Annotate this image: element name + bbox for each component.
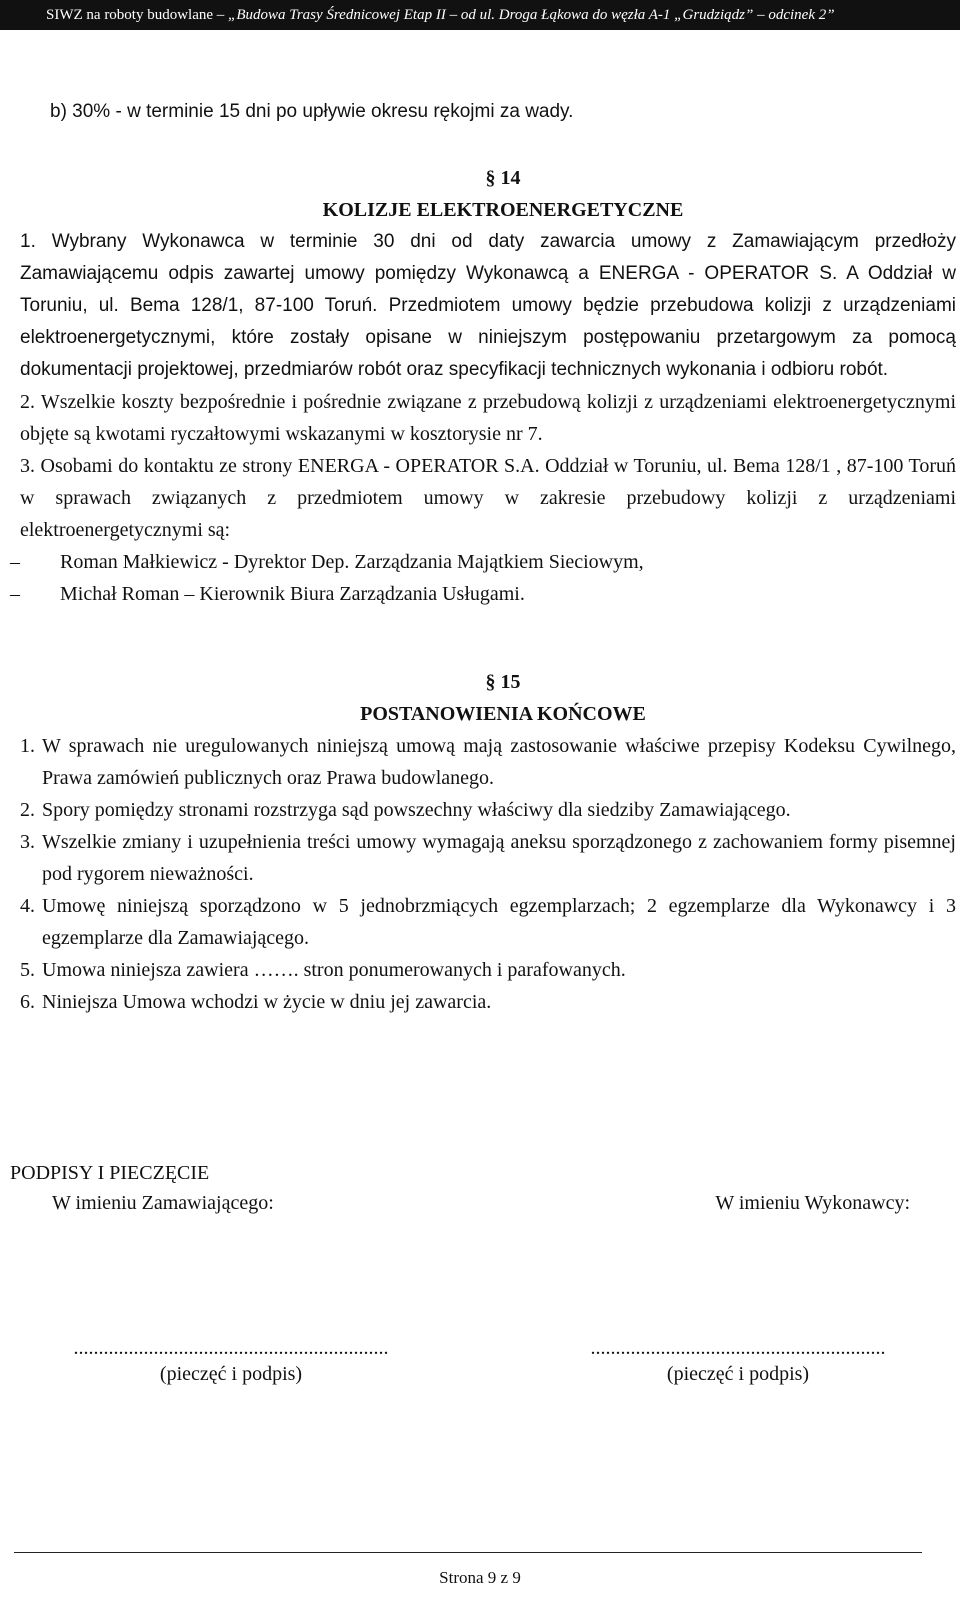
item-text: Niniejsza Umowa wchodzi w życie w dniu jej zawarcia. xyxy=(42,991,492,1013)
list-item xyxy=(20,890,956,954)
dash-bullet: – xyxy=(10,583,20,605)
contact-item xyxy=(10,546,956,578)
list-item xyxy=(20,826,956,890)
footer-divider xyxy=(14,1552,922,1553)
signatures-heading: PODPISY I PIECZĘCIE xyxy=(10,1162,210,1184)
section-14-number: § 14 xyxy=(485,167,521,189)
paragraph-number: 3. xyxy=(20,455,35,477)
signatures-section xyxy=(10,1158,950,1218)
orderer-label: W imieniu Zamawiającego: xyxy=(52,1192,274,1214)
contact-text: Roman Małkiewicz - Dyrektor Dep. Zarządzania Majątkiem Sieciowym, xyxy=(60,551,644,573)
signature-caption: (pieczęć i podpis) xyxy=(666,1363,810,1385)
signature-dotted-line: ........................................................... xyxy=(590,1337,886,1359)
list-item xyxy=(20,794,956,826)
signatures-labels xyxy=(10,1188,950,1218)
signature-dotted-line: ............................................................... xyxy=(73,1337,389,1359)
section-14-paragraph-2 xyxy=(20,386,956,450)
orderer-signature-block xyxy=(66,1335,396,1387)
contact-item xyxy=(10,578,956,610)
page-header xyxy=(0,0,960,30)
signature-caption: (pieczęć i podpis) xyxy=(159,1363,303,1385)
section-15-list xyxy=(20,730,956,1018)
intro-line: b) 30% - w terminie 15 dni po upływie okresu rękojmi za wady. xyxy=(50,101,574,122)
item-text: W sprawach nie uregulowanych niniejszą umową mają zastosowanie właściwe przepisy Kodeksu Cywilnego, Prawa zamówień publicznych oraz Prawa budowlanego. xyxy=(42,735,956,789)
item-text: Wszelkie zmiany i uzupełnienia treści umowy wymagają aneksu sporządzonego z zachowaniem formy pisemnej pod rygorem nieważności. xyxy=(42,831,956,885)
item-number: 1. xyxy=(20,735,35,757)
paragraph-text: Wszelkie koszty bezpośrednie i pośrednie związane z przebudową kolizji z urządzeniami elektroenergetycznymi objęte są kwotami ryczałtowymi wskazanymi w kosztorysie nr 7. xyxy=(20,391,957,445)
list-item xyxy=(20,986,956,1018)
section-14-title: KOLIZJE ELEKTROENERGETYCZNE xyxy=(322,199,684,221)
header-project-title: „Budowa Trasy Średnicowej Etap II – od ul. Droga Łąkowa do węzła A-1 „Grudziądz” – odcinek 2” xyxy=(228,7,835,23)
contact-text: Michał Roman – Kierownik Biura Zarządzania Usługami. xyxy=(60,583,525,605)
list-item xyxy=(20,954,956,986)
item-text: Umowę niniejszą sporządzono w 5 jednobrzmiących egzemplarzach; 2 egzemplarze dla Wykonawcy i 3 egzemplarze dla Zamawiającego. xyxy=(42,895,956,949)
section-15-number: § 15 xyxy=(485,671,521,693)
section-14-paragraph-3 xyxy=(20,450,956,546)
item-number: 6. xyxy=(20,991,35,1013)
paragraph-text: Wybrany Wykonawca w terminie 30 dni od daty zawarcia umowy z Zamawiającym przedłoży Zamawiającemu odpis zawartej umowy pomiędzy Wykonawcą a ENERGA - OPERATOR S. A Oddział w Toruniu, ul. Bema 128/1, 87-100 Toruń. Przedmiotem umowy będzie przebudowa kolizji z urządzeniami elektroenergetycznymi, które zostały opisane w niniejszym postępowaniu przetargowym za pomocą dokumentacji projektowej, przedmiarów robót oraz specyfikacji technicznych wykonania i odbioru robót. xyxy=(20,231,957,380)
section-14-paragraph-1 xyxy=(20,226,956,386)
item-number: 2. xyxy=(20,799,35,821)
section-spacer xyxy=(50,610,956,666)
item-number: 4. xyxy=(20,895,35,917)
contractor-signature-block xyxy=(585,1335,891,1387)
list-item xyxy=(20,730,956,794)
page-number: Strona 9 z 9 xyxy=(439,1568,521,1587)
contractor-label: W imieniu Wykonawcy: xyxy=(715,1192,910,1214)
item-text: Spory pomiędzy stronami rozstrzyga sąd powszechny właściwy dla siedziby Zamawiającego. xyxy=(42,799,791,821)
paragraph-number: 2. xyxy=(20,391,35,413)
section-15-title: POSTANOWIENIA KOŃCOWE xyxy=(360,703,646,725)
header-prefix: SIWZ na roboty budowlane – xyxy=(46,7,229,23)
dash-bullet: – xyxy=(10,551,20,573)
item-text: Umowa niniejsza zawiera ……. stron ponumerowanych i parafowanych. xyxy=(42,959,626,981)
item-number: 3. xyxy=(20,831,35,853)
item-number: 5. xyxy=(20,959,35,981)
paragraph-number: 1. xyxy=(20,231,36,252)
paragraph-text: Osobami do kontaktu ze strony ENERGA - OPERATOR S.A. Oddział w Toruniu, ul. Bema 128/1 , 87-100 Toruń w sprawach związanych z przedmiotem umowy w zakresie przebudowy kolizji z urządzeniami elektroenergetycznymi są: xyxy=(20,455,957,541)
document-body xyxy=(10,96,957,1018)
